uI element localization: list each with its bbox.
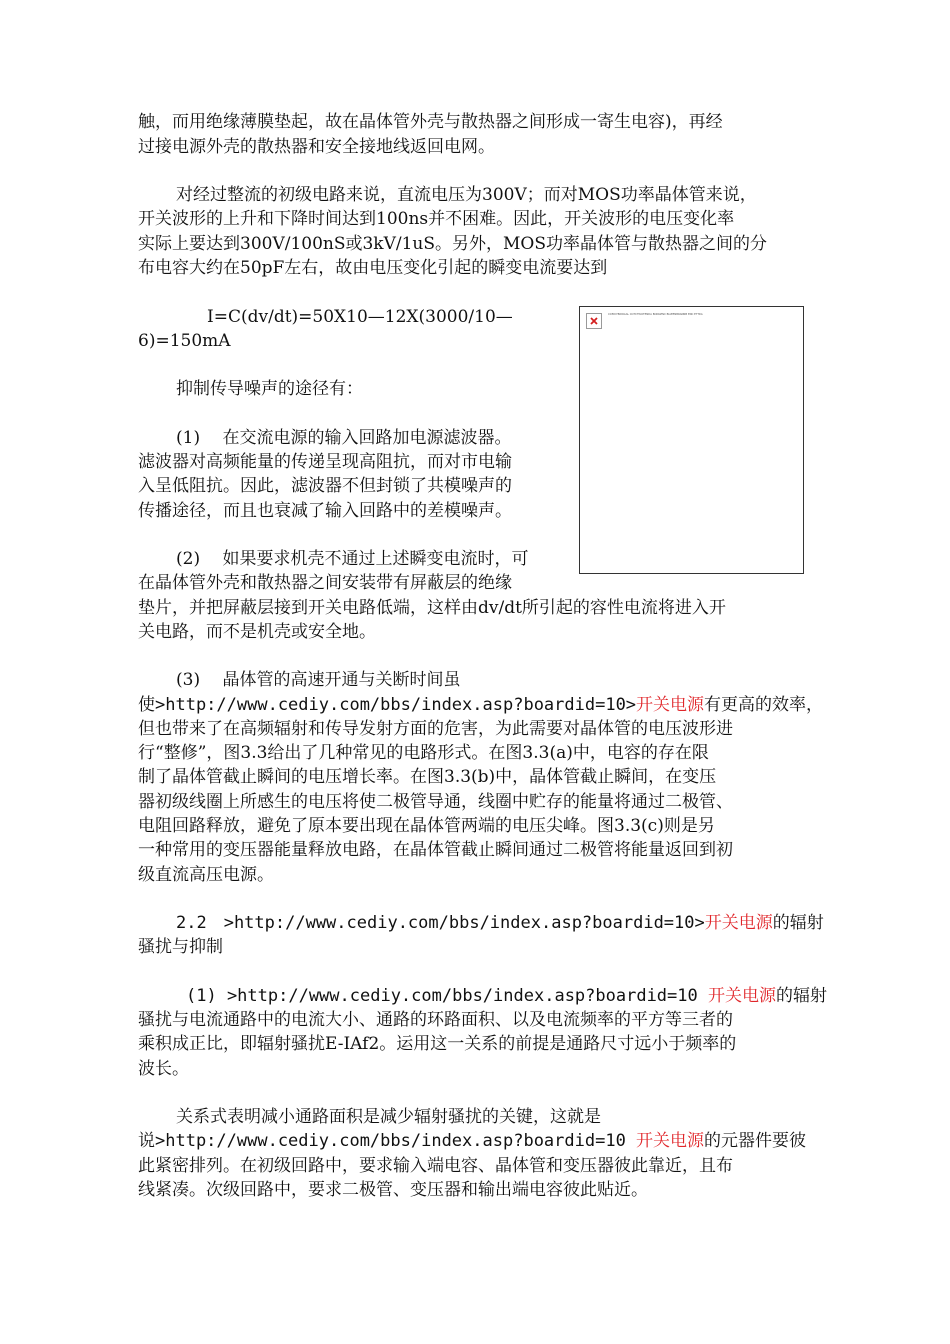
switching-power-link[interactable]: 开关电源 bbox=[636, 695, 705, 715]
paragraph-line: 抑制传导噪声的途径有： bbox=[176, 379, 363, 399]
list-item-line: 器初级线圈上所感生的电压将使二极管导通，线圈中贮存的能量将通过二极管、 bbox=[138, 792, 733, 812]
list-item-line bbox=[138, 694, 823, 716]
list-item-line: 滤波器对高频能量的传递呈现高阻抗，而对市电输 bbox=[138, 452, 512, 472]
text-span: 有更高的效率， bbox=[704, 695, 824, 715]
figure-placeholder bbox=[579, 306, 804, 574]
text-span: 的元器件要彼 bbox=[704, 1131, 807, 1151]
switching-power-link[interactable]: 开关电源 bbox=[636, 1131, 705, 1151]
list-item-line: 关电路，而不是机壳或安全地。 bbox=[138, 622, 376, 642]
paragraph-line: 此紧密排列。在初级回路中，要求输入端电容、晶体管和变压器彼此靠近，且布 bbox=[138, 1156, 733, 1176]
list-item-line: 但也带来了在高频辐射和传导发射方面的危害，为此需要对晶体管的电压波形进 bbox=[138, 719, 733, 739]
broken-image-icon bbox=[586, 313, 602, 329]
paragraph-line: 布电容大约在50pF左右，故由电压变化引起的瞬变电流要达到 bbox=[138, 258, 608, 278]
url-text: (1) >http://www.cediy.com/bbs/index.asp?boardid=10 bbox=[186, 986, 708, 1006]
list-item-line: 骚扰与电流通路中的电流大小、通路的环路面积、以及电流频率的平方等三者的 bbox=[138, 1010, 733, 1030]
list-item-line: 在晶体管外壳和散热器之间安装带有屏蔽层的绝缘 bbox=[138, 573, 512, 593]
list-item-line: 一种常用的变压器能量释放电路，在晶体管截止瞬间通过二极管将能量返回到初 bbox=[138, 840, 733, 860]
list-item-line: 乘积成正比，即辐射骚扰E-IAf2。运用这一关系的前提是通路尺寸远小于频率的 bbox=[138, 1034, 737, 1054]
formula-line: 6)=150mA bbox=[138, 331, 231, 351]
paragraph-line: 触，而用绝缘薄膜垫起，故在晶体管外壳与散热器之间形成一寄生电容)，再经 bbox=[138, 112, 723, 132]
list-item-line: 垫片，并把屏蔽层接到开关电路低端，这样由dv/dt所引起的容性电流将进入开 bbox=[138, 598, 726, 618]
section-heading bbox=[176, 912, 824, 934]
paragraph-line: 关系式表明减小通路面积是减少辐射骚扰的关键，这就是 bbox=[176, 1107, 601, 1127]
section-heading: 骚扰与抑制 bbox=[138, 937, 223, 957]
paragraph-line bbox=[138, 1130, 806, 1152]
url-text: 使>http://www.cediy.com/bbs/index.asp?boardid=10> bbox=[138, 695, 637, 715]
list-item-line: (3) 晶体管的高速开通与关断时间虽 bbox=[176, 670, 461, 690]
formula-line: I=C(dv/dt)=50X10—12X(3000/10— bbox=[207, 307, 513, 327]
url-text: 说>http://www.cediy.com/bbs/index.asp?boardid=10 bbox=[138, 1131, 637, 1151]
list-item-line: 行“整修”，图3.3给出了几种常见的电路形式。在图3.3(a)中，电容的存在限 bbox=[138, 743, 709, 763]
list-item-line: (2) 如果要求机壳不通过上述瞬变电流时，可 bbox=[176, 549, 529, 569]
paragraph-line: 实际上要达到300V/100nS或3kV/1uS。另外，MOS功率晶体管与散热器之间的分 bbox=[138, 234, 768, 254]
text-span: 的辐射 bbox=[772, 913, 824, 933]
list-item-line: 入呈低阻抗。因此，滤波器不但封锁了共模噪声的 bbox=[138, 476, 512, 496]
list-item-line: 电阻回路释放，避免了原本要出现在晶体管两端的电压尖峰。图3.3(c)则是另 bbox=[138, 816, 715, 836]
figure-alt-text: CCEDIYBIDRAAL COTCTWOTENDA BONGENC BIAEENBRANNB ENC ETTDA bbox=[608, 313, 703, 316]
list-item-line bbox=[186, 985, 827, 1007]
switching-power-link[interactable]: 开关电源 bbox=[707, 986, 776, 1006]
paragraph-line: 过接电源外壳的散热器和安全接地线返回电网。 bbox=[138, 137, 495, 157]
paragraph-line: 对经过整流的初级电路来说，直流电压为300V；而对MOS功率晶体管来说， bbox=[176, 185, 757, 205]
paragraph-line: 线紧凑。次级回路中，要求二极管、变压器和输出端电容彼此贴近。 bbox=[138, 1180, 648, 1200]
url-text: 2.2 >http://www.cediy.com/bbs/index.asp?boardid=10> bbox=[176, 913, 705, 933]
list-item-line: 级直流高压电源。 bbox=[138, 865, 274, 885]
text-span: 的辐射 bbox=[775, 986, 827, 1006]
list-item-line: 制了晶体管截止瞬间的电压增长率。在图3.3(b)中，晶体管截止瞬间，在变压 bbox=[138, 767, 717, 787]
switching-power-link[interactable]: 开关电源 bbox=[704, 913, 773, 933]
list-item-line: (1) 在交流电源的输入回路加电源滤波器。 bbox=[176, 428, 512, 448]
paragraph-line: 开关波形的上升和下降时间达到100ns并不困难。因此，开关波形的电压变化率 bbox=[138, 209, 735, 229]
list-item-line: 波长。 bbox=[138, 1059, 189, 1079]
list-item-line: 传播途径，而且也衰减了输入回路中的差模噪声。 bbox=[138, 501, 512, 521]
